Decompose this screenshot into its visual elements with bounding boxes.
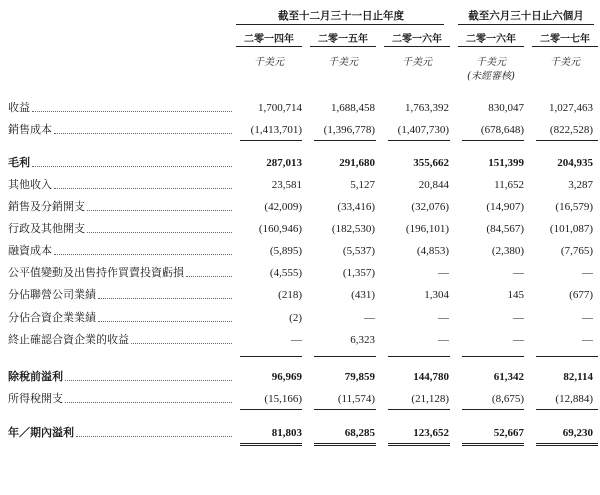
- row-value: (196,101): [405, 223, 449, 235]
- column-header-rule-1: [310, 46, 376, 47]
- row-leader-dots: [65, 380, 232, 381]
- row-value: —: [582, 334, 593, 346]
- column-unit-1: 千美元: [328, 57, 358, 68]
- row-value: (1,357): [342, 267, 375, 279]
- row-value: 6,323: [350, 334, 375, 346]
- column-header-rule-0: [236, 46, 302, 47]
- row-value: 355,662: [413, 157, 449, 169]
- column-header-4: 二零一七年: [540, 34, 590, 45]
- subtotal-rule: [536, 356, 598, 357]
- row-value: 81,803: [271, 427, 302, 439]
- row-value: —: [513, 267, 524, 279]
- subtotal-rule: [388, 140, 450, 141]
- row-value: (1,396,778): [323, 124, 375, 136]
- row-value: (42,009): [264, 201, 302, 213]
- table-row: [0, 243, 600, 259]
- row-label: 融資成本: [8, 244, 52, 257]
- subtotal-rule: [536, 409, 598, 410]
- subtotal-rule: [462, 409, 524, 410]
- group-header-full-year: 截至十二月三十一日止年度: [278, 10, 404, 22]
- column-unit-0: 千美元: [254, 57, 284, 68]
- row-label: 分佔聯營公司業績: [8, 288, 96, 301]
- row-label: 公平值變動及出售持作買賣投資虧損: [8, 266, 184, 279]
- row-label: 所得稅開支: [8, 392, 63, 405]
- row-value: 1,688,458: [331, 102, 375, 114]
- row-label: 其他收入: [8, 178, 52, 191]
- row-value: 20,844: [418, 179, 449, 191]
- row-value: (678,648): [480, 124, 524, 136]
- subtotal-rule: [314, 140, 376, 141]
- group-header-full-year-rule: [236, 24, 444, 25]
- subtotal-rule: [314, 409, 376, 410]
- row-leader-dots: [32, 166, 232, 167]
- row-value: 123,652: [413, 427, 449, 439]
- subtotal-rule: [240, 356, 302, 357]
- table-row: [0, 122, 600, 138]
- row-value: —: [582, 312, 593, 324]
- row-value: 82,114: [563, 371, 593, 383]
- row-label: 銷售及分銷開支: [8, 200, 85, 213]
- table-row: [0, 177, 600, 193]
- row-value: (431): [351, 289, 375, 301]
- row-value: (5,895): [269, 245, 302, 257]
- row-value: (1,407,730): [397, 124, 449, 136]
- row-value: (1,413,701): [250, 124, 302, 136]
- row-value: 52,667: [493, 427, 524, 439]
- row-value: —: [513, 334, 524, 346]
- subtotal-rule: [388, 409, 450, 410]
- total-double-rule: [314, 443, 376, 446]
- row-value: (160,946): [258, 223, 302, 235]
- table-row: [0, 100, 600, 116]
- total-double-rule: [388, 443, 450, 446]
- row-value: (5,537): [342, 245, 375, 257]
- group-header-half-year-rule: [458, 24, 594, 25]
- row-value: (4,555): [269, 267, 302, 279]
- row-value: —: [438, 312, 449, 324]
- row-leader-dots: [76, 436, 232, 437]
- table-row: [0, 155, 600, 171]
- row-value: (32,076): [411, 201, 449, 213]
- row-value: (16,579): [555, 201, 593, 213]
- row-value: 1,763,392: [405, 102, 449, 114]
- row-value: (7,765): [560, 245, 593, 257]
- subtotal-rule: [314, 356, 376, 357]
- row-value: (14,907): [486, 201, 524, 213]
- subtotal-rule: [462, 356, 524, 357]
- table-row: [0, 310, 600, 326]
- row-value: 61,342: [493, 371, 524, 383]
- row-value: —: [438, 267, 449, 279]
- row-value: (21,128): [411, 393, 449, 405]
- row-value: (677): [569, 289, 593, 301]
- row-value: —: [582, 267, 593, 279]
- row-value: —: [364, 312, 375, 324]
- table-row: [0, 199, 600, 215]
- row-label: 除稅前溢利: [8, 370, 63, 383]
- column-unit-4: 千美元: [550, 57, 580, 68]
- row-value: 1,304: [424, 289, 449, 301]
- table-row: [0, 265, 600, 281]
- row-label: 終止確認合資企業的收益: [8, 333, 129, 346]
- column-header-rule-3: [458, 46, 524, 47]
- row-leader-dots: [65, 402, 232, 403]
- row-value: 3,287: [568, 179, 593, 191]
- column-note-3: (未經審核): [467, 71, 515, 82]
- table-row: [0, 369, 600, 385]
- row-value: —: [513, 312, 524, 324]
- column-header-2: 二零一六年: [392, 34, 442, 45]
- subtotal-rule: [240, 140, 302, 141]
- row-label: 收益: [8, 101, 30, 114]
- row-leader-dots: [54, 254, 232, 255]
- row-label: 行政及其他開支: [8, 222, 85, 235]
- row-value: (182,530): [331, 223, 375, 235]
- row-value: (84,567): [486, 223, 524, 235]
- table-row: [0, 287, 600, 303]
- row-label: 年／期內溢利: [8, 426, 74, 439]
- row-value: (4,853): [416, 245, 449, 257]
- row-value: 5,127: [350, 179, 375, 191]
- row-value: (12,884): [555, 393, 593, 405]
- row-leader-dots: [32, 111, 232, 112]
- row-leader-dots: [54, 133, 232, 134]
- row-value: 204,935: [557, 157, 593, 169]
- row-value: (2): [289, 312, 302, 324]
- row-value: (101,087): [549, 223, 593, 235]
- row-value: 151,399: [488, 157, 524, 169]
- column-header-1: 二零一五年: [318, 34, 368, 45]
- total-double-rule: [240, 443, 302, 446]
- row-value: 23,581: [271, 179, 302, 191]
- row-value: 1,700,714: [258, 102, 302, 114]
- table-row: [0, 221, 600, 237]
- column-header-0: 二零一四年: [244, 34, 294, 45]
- row-value: 96,969: [271, 371, 302, 383]
- row-value: —: [438, 334, 449, 346]
- row-value: (8,675): [491, 393, 524, 405]
- row-value: 287,013: [266, 157, 302, 169]
- row-value: (822,528): [549, 124, 593, 136]
- row-leader-dots: [87, 232, 232, 233]
- row-value: 291,680: [339, 157, 375, 169]
- column-header-rule-4: [532, 46, 598, 47]
- column-unit-2: 千美元: [402, 57, 432, 68]
- row-value: (2,380): [491, 245, 524, 257]
- row-value: 11,652: [494, 179, 524, 191]
- row-leader-dots: [87, 210, 232, 211]
- row-label: 分佔合資企業業績: [8, 311, 96, 324]
- row-value: 69,230: [562, 427, 593, 439]
- row-value: 1,027,463: [549, 102, 593, 114]
- subtotal-rule: [462, 140, 524, 141]
- table-row: [0, 425, 600, 441]
- row-value: (11,574): [337, 393, 375, 405]
- group-header-half-year: 截至六月三十日止六個月: [468, 10, 584, 22]
- column-unit-3: 千美元: [476, 57, 506, 68]
- subtotal-rule: [240, 409, 302, 410]
- table-row: [0, 332, 600, 348]
- total-double-rule: [536, 443, 598, 446]
- subtotal-rule: [388, 356, 450, 357]
- row-value: (218): [278, 289, 302, 301]
- row-leader-dots: [98, 298, 232, 299]
- row-value: —: [291, 334, 302, 346]
- row-value: 144,780: [413, 371, 449, 383]
- row-value: (33,416): [337, 201, 375, 213]
- row-value: (15,166): [264, 393, 302, 405]
- row-leader-dots: [186, 276, 232, 277]
- row-value: 830,047: [488, 102, 524, 114]
- row-leader-dots: [54, 188, 232, 189]
- column-header-rule-2: [384, 46, 450, 47]
- row-leader-dots: [98, 321, 232, 322]
- subtotal-rule: [536, 140, 598, 141]
- row-label: 銷售成本: [8, 123, 52, 136]
- row-value: 79,859: [344, 371, 375, 383]
- total-double-rule: [462, 443, 524, 446]
- row-label: 毛利: [8, 156, 30, 169]
- row-value: 145: [507, 289, 524, 301]
- column-header-3: 二零一六年: [466, 34, 516, 45]
- row-value: 68,285: [344, 427, 375, 439]
- row-leader-dots: [131, 343, 232, 344]
- table-row: [0, 391, 600, 407]
